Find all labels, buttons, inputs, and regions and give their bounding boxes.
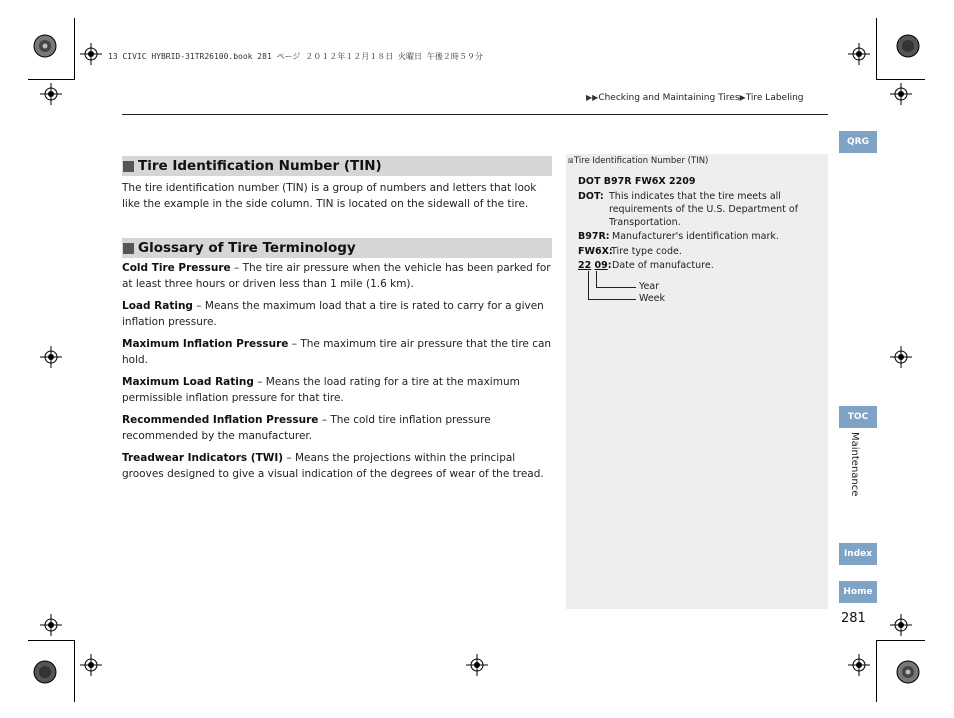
glossary-entry: [122, 374, 552, 406]
glossary-term: Load Rating: [122, 300, 193, 312]
side-note-title-text: Tire Identification Number (TIN): [573, 156, 709, 166]
registration-mark-icon: [80, 654, 102, 676]
glossary-definition: – Means the maximum load that a tire is rated to carry for a given inflation pressure.: [122, 300, 544, 328]
square-bullet-icon: [123, 161, 134, 172]
date-colon: :: [607, 260, 612, 271]
year-callout-line: [596, 271, 597, 287]
tin-row-dot: [578, 190, 799, 228]
tin-row-label: DOT:: [578, 191, 604, 202]
glossary-entry: [122, 260, 552, 292]
breadcrumb-separator: ▶: [739, 93, 746, 102]
glossary-list: [122, 260, 552, 482]
tin-example-code: DOT B97R FW6X 2209: [578, 176, 696, 187]
header-divider: [122, 114, 828, 115]
breadcrumb: [586, 93, 804, 103]
tin-paragraph: The tire identification number (TIN) is a group of numbers and letters that look like the example in the side column. TIN is located on the sidewall of the tire.: [122, 182, 537, 210]
tab-home[interactable]: Home: [839, 581, 877, 603]
year-callout-line: [596, 287, 636, 288]
year-label: Year: [639, 281, 660, 292]
registration-mark-icon: [890, 83, 912, 105]
tin-row-fw6x: [578, 245, 682, 258]
tin-row-label: B97R:: [578, 231, 610, 242]
registration-mark-icon: [848, 43, 870, 65]
section-heading-text: Glossary of Tire Terminology: [138, 240, 356, 256]
glossary-definition: – Means the load rating for a tire at the maximum permissible inflation pressure for that tire.: [122, 376, 520, 404]
color-target-icon: [896, 34, 920, 58]
side-note-title: [568, 156, 708, 166]
crop-line: [74, 18, 75, 80]
square-bullet-icon: [123, 243, 134, 254]
tin-row-description: Tire type code.: [611, 246, 682, 257]
color-target-icon: [33, 660, 57, 684]
tab-index[interactable]: Index: [839, 543, 877, 565]
registration-mark-icon: [848, 654, 870, 676]
glossary-definition: – The cold tire inflation pressure recommended by the manufacturer.: [122, 414, 491, 442]
date-week-digits: 22: [578, 260, 592, 271]
tin-row-description: Manufacturer's identification mark.: [612, 231, 779, 242]
crop-line: [876, 640, 877, 702]
crop-line: [877, 640, 925, 641]
tin-row-label: [578, 260, 612, 271]
glossary-term: Recommended Inflation Pressure: [122, 414, 319, 426]
side-note-panel: [566, 154, 828, 609]
week-callout-line: [588, 299, 636, 300]
registration-mark-icon: [890, 614, 912, 636]
week-callout-line: [588, 271, 589, 299]
week-label: Week: [639, 293, 666, 304]
crop-line: [877, 79, 925, 80]
glossary-term: Cold Tire Pressure: [122, 262, 231, 274]
glossary-term: Maximum Inflation Pressure: [122, 338, 289, 350]
tin-row-date: [578, 259, 714, 272]
registration-mark-icon: [466, 654, 488, 676]
tin-row-b97r: [578, 230, 779, 243]
crop-line: [876, 18, 877, 80]
breadcrumb-arrows: ▶▶: [586, 93, 599, 102]
glossary-entry: [122, 412, 552, 444]
glossary-definition: – The maximum tire air pressure that the tire can hold.: [122, 338, 552, 366]
registration-mark-icon: [40, 346, 62, 368]
section-heading-tin: [122, 156, 552, 176]
breadcrumb-section-link[interactable]: Checking and Maintaining Tires: [598, 93, 740, 103]
tin-row-description: Date of manufacture.: [612, 260, 714, 271]
chapter-label: Maintenance: [849, 432, 860, 497]
registration-mark-icon: [40, 614, 62, 636]
date-year-digits: 09: [594, 260, 608, 271]
registration-mark-icon: [40, 83, 62, 105]
glossary-definition: – The tire air pressure when the vehicle has been parked for at least three hours or driven less than 1 mile (1.6 km).: [122, 262, 551, 290]
color-target-icon: [896, 660, 920, 684]
glossary-entry: [122, 336, 552, 368]
breadcrumb-page: Tire Labeling: [745, 93, 804, 103]
reference-arrow-icon: ⊠: [568, 157, 574, 165]
page-number: 281: [841, 611, 866, 626]
registration-mark-icon: [890, 346, 912, 368]
tin-row-description: This indicates that the tire meets all requirements of the U.S. Department of Transportation.: [609, 191, 799, 228]
glossary-entry: [122, 298, 552, 330]
glossary-entry: [122, 450, 552, 482]
glossary-term: Treadwear Indicators (TWI): [122, 452, 284, 464]
section-heading-glossary: [122, 238, 552, 258]
crop-line: [74, 640, 75, 702]
print-header: 13 CIVIC HYBRID-31TR26100.book 281 ページ ２０１２年１２月１８日 火曜日 午後２時５９分: [108, 52, 483, 61]
tab-toc[interactable]: TOC: [839, 406, 877, 428]
color-target-icon: [33, 34, 57, 58]
crop-line: [28, 640, 74, 641]
tab-qrg[interactable]: QRG: [839, 131, 877, 153]
glossary-term: Maximum Load Rating: [122, 376, 254, 388]
crop-line: [28, 79, 74, 80]
main-content: [122, 156, 552, 488]
section-heading-text: Tire Identification Number (TIN): [138, 158, 382, 174]
registration-mark-icon: [80, 43, 102, 65]
glossary-definition: – Means the projections within the principal grooves designed to give a visual indication of the degrees of wear of the tread.: [122, 452, 544, 480]
tin-row-label: FW6X:: [578, 246, 613, 257]
